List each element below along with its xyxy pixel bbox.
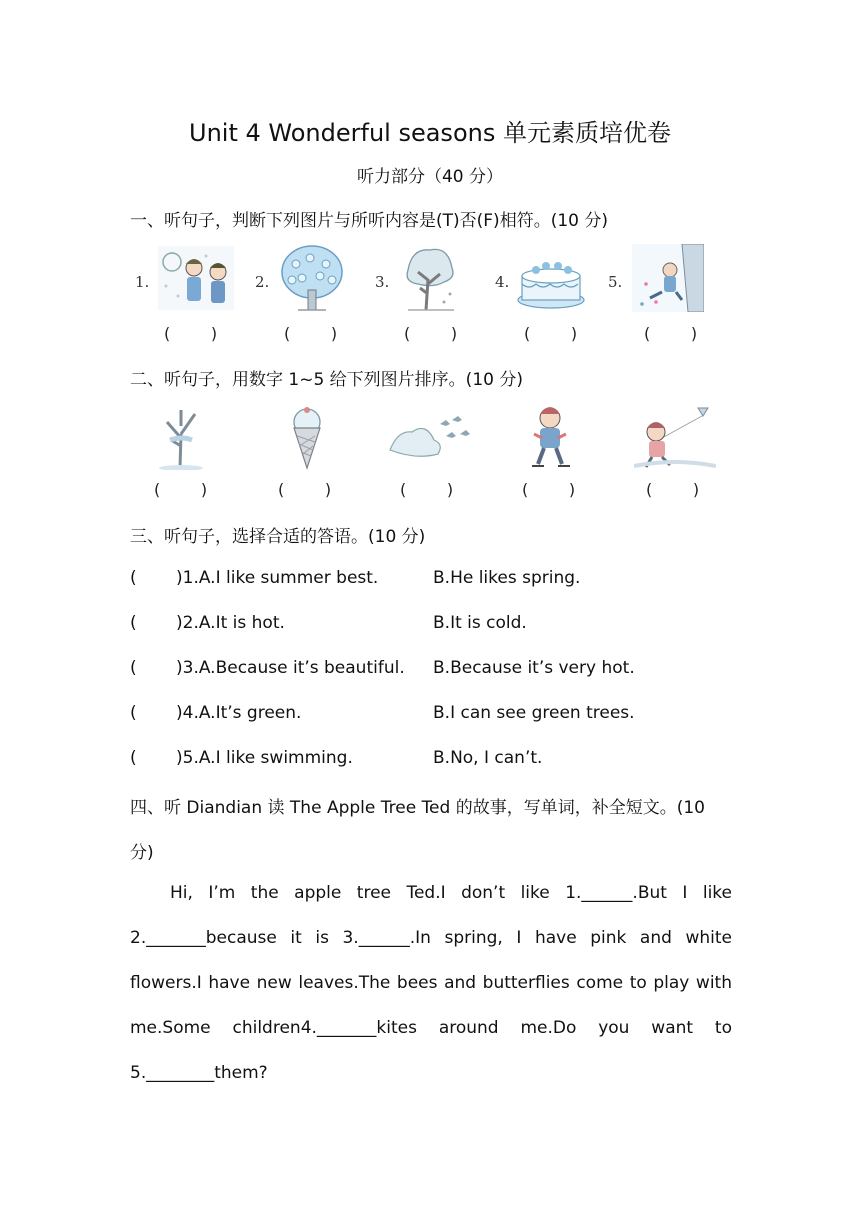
answer-blank[interactable]: ( ): [522, 480, 576, 499]
option-b: B.I can see green trees.: [433, 703, 635, 723]
section4-heading: 四、听 Diandian 读 The Apple Tree Ted 的故事，写单词，补全短文。(10: [130, 798, 705, 818]
section1-pictures: [0, 240, 860, 350]
answer-bracket[interactable]: (: [130, 703, 137, 723]
option-b: B.Because it’s very hot.: [433, 658, 635, 678]
answer-blank[interactable]: ( ): [154, 480, 208, 499]
ice-cream-cone-picture: [285, 406, 329, 470]
answer-blank[interactable]: ( ): [646, 480, 700, 499]
boys-in-snow-picture: [158, 246, 234, 310]
option-a: )1.A.I like summer best.: [176, 568, 379, 588]
answer-blank[interactable]: ( ): [400, 480, 454, 499]
picture-number: 5.: [608, 273, 623, 291]
option-b: B.It is cold.: [433, 613, 527, 633]
autumn-tree-picture: [398, 244, 460, 312]
section2-heading: 二、听句子，用数字 1~5 给下列图片排序。(10 分): [130, 370, 523, 390]
birds-flying-picture: [386, 414, 474, 464]
option-a: )5.A.I like swimming.: [176, 748, 353, 768]
girl-flying-kite-picture: [634, 404, 716, 470]
answer-blank[interactable]: ( ): [284, 324, 338, 343]
section3-heading: 三、听句子，选择合适的答语。(10 分): [130, 527, 426, 547]
birthday-cake-picture: [516, 248, 586, 310]
picture-number: 2.: [255, 273, 270, 291]
story-passage: [130, 871, 732, 1096]
passage-line: Hi, I’m the apple tree Ted.I don’t like 1.______.But I like: [170, 883, 732, 903]
answer-bracket[interactable]: (: [130, 568, 137, 588]
section4-heading-continued: 分): [130, 843, 154, 863]
passage-line: flowers.I have new leaves.The bees and butterflies come to play with: [130, 973, 732, 993]
answer-bracket[interactable]: (: [130, 658, 137, 678]
option-a: )3.A.Because it’s beautiful.: [176, 658, 405, 678]
child-sitting-under-tree-picture: [632, 244, 704, 312]
picture-number: 3.: [375, 273, 390, 291]
section1-heading: 一、听句子，判断下列图片与所听内容是(T)否(F)相符。(10 分): [130, 211, 608, 231]
passage-line: 5.________them?: [130, 1063, 268, 1083]
passage-line: 2._______because it is 3.______.In spring, I have pink and white: [130, 928, 732, 948]
answer-blank[interactable]: ( ): [164, 324, 218, 343]
answer-blank[interactable]: ( ): [404, 324, 458, 343]
answer-blank[interactable]: ( ): [644, 324, 698, 343]
answer-bracket[interactable]: (: [130, 748, 137, 768]
page-title: Unit 4 Wonderful seasons 单元素质培优卷: [189, 119, 671, 147]
picture-number: 1.: [135, 273, 150, 291]
option-b: B.He likes spring.: [433, 568, 581, 588]
bare-winter-tree-picture: [152, 406, 212, 470]
answer-blank[interactable]: ( ): [524, 324, 578, 343]
option-a: )2.A.It is hot.: [176, 613, 285, 633]
option-b: B.No, I can’t.: [433, 748, 543, 768]
option-a: )4.A.It’s green.: [176, 703, 302, 723]
picture-number: 4.: [495, 273, 510, 291]
answer-blank[interactable]: ( ): [278, 480, 332, 499]
passage-line: me.Some children4._______kites around me.Do you want to: [130, 1018, 732, 1038]
answer-bracket[interactable]: (: [130, 613, 137, 633]
girl-skating-picture: [528, 404, 572, 472]
page-subtitle: 听力部分（40 分）: [356, 167, 504, 187]
section2-pictures: [0, 400, 860, 505]
apple-tree-picture: [278, 244, 346, 312]
